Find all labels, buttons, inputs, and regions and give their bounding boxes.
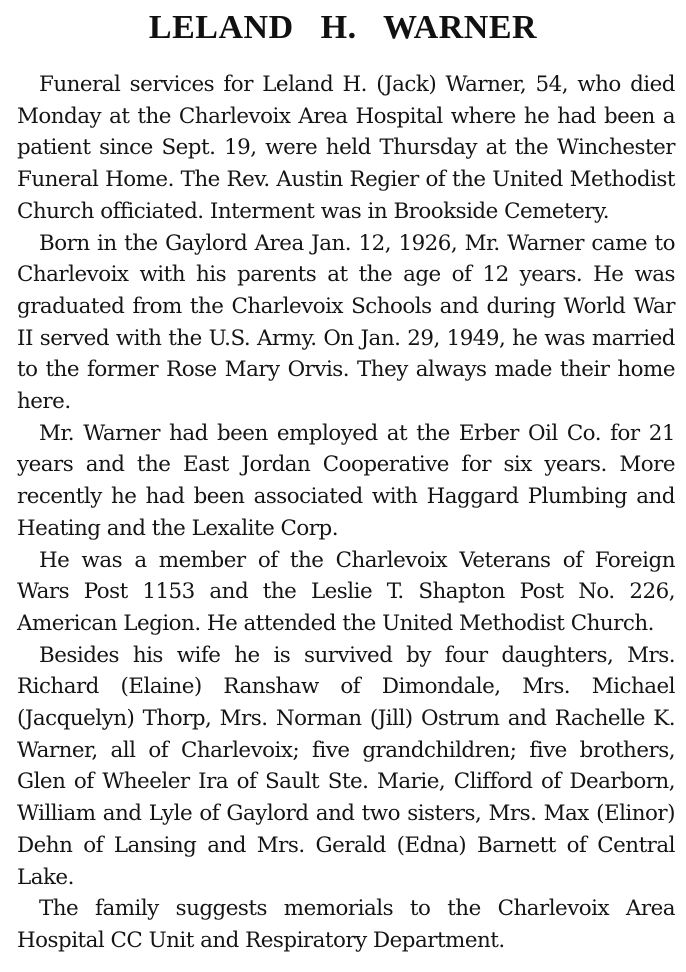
paragraph-funeral-services: Funeral services for Leland H. (Jack) Warner, 54, who died Monday at the Charlevoix Area Hospital where he had been a patient since Sept. 19, were held Thursday at the Winchester Funeral Home. The Rev. Austin Regier of the United Methodist Church officiated. Interment was in Brookside Cemetery. (17, 72, 675, 224)
paragraph-survivors: Besides his wife he is survived by four daughters, Mrs. Richard (Elaine) Ranshaw of Dimondale, Mrs. Michael (Jacquelyn) Thorp, Mrs. Norman (Jill) Ostrum and Rachelle K. Warner, all of Charlevoix; five grandchildren; five brothers, Glen of Wheeler Ira of Sault Ste. Marie, Clifford of Dearborn, William and Lyle of Gaylord and two sisters, Mrs. Max (Elinor) Dehn of Lansing and Mrs. Gerald (Edna) Barnett of Central Lake. (17, 642, 675, 890)
paragraph-employment: Mr. Warner had been employed at the Erber Oil Co. for 21 years and the East Jordan Cooperative for six years. More recently he had been associated with Haggard Plumbing and Heating and the Lexalite Corp. (17, 420, 675, 541)
obituary-body (17, 69, 675, 957)
paragraph-memorials: The family suggests memorials to the Charlevoix Area Hospital CC Unit and Respiratory Department. (17, 896, 675, 953)
obituary-headline: LELAND H. WARNER (148, 9, 538, 46)
paragraph-early-life: Born in the Gaylord Area Jan. 12, 1926, Mr. Warner came to Charlevoix with his parents at the age of 12 years. He was graduated from the Charlevoix Schools and during World War II served with the U.S. Army. On Jan. 29, 1949, he was married to the former Rose Mary Orvis. They always made their home here. (17, 230, 675, 415)
paragraph-memberships: He was a member of the Charlevoix Veterans of Foreign Wars Post 1153 and the Leslie T. Shapton Post No. 226, American Legion. He attended the United Methodist Church. (17, 547, 675, 636)
